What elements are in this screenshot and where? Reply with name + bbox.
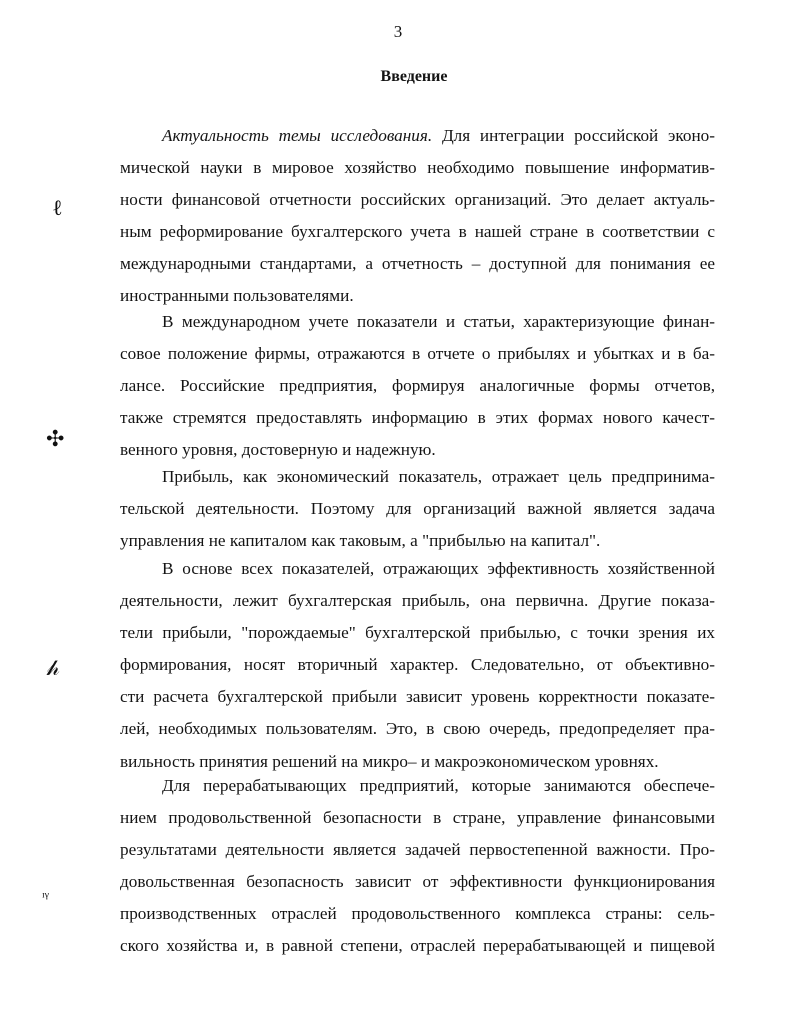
text-line: ным реформирование бухгалтерского учета в нашей стране в соответствии с xyxy=(120,222,715,242)
paragraph-relevance xyxy=(120,120,715,313)
paragraph-profit xyxy=(120,461,715,557)
text-line: довольственная безопасность зависит от эффективности функционирования xyxy=(120,872,715,892)
text-line: формирования, носят вторичный характер. Следовательно, от объективно- xyxy=(120,655,715,675)
text-line: совое положение фирмы, отражаются в отчете о прибылях и убытках и в ба- xyxy=(120,344,715,364)
margin-mark-4: ᶦᵞ xyxy=(42,889,49,906)
text-line: Для перерабатывающих предприятий, которые занимаются обеспече- xyxy=(162,776,715,795)
text-line: ского хозяйства и, в равной степени, отраслей перерабатывающей и пищевой xyxy=(120,936,715,956)
text-line: лансе. Российские предприятия, формируя аналогичные формы отчетов, xyxy=(120,376,715,396)
text-line: производственных отраслей продовольственного комплекса страны: сель- xyxy=(120,904,715,924)
paragraph-accounting-profit xyxy=(120,553,715,778)
text-line: сти расчета бухгалтерской прибыли зависит уровень корректности показате- xyxy=(120,687,715,707)
text-line: В основе всех показателей, отражающих эффективность хозяйственной xyxy=(162,559,715,578)
text-line: лей, необходимых пользователям. Это, в свою очередь, предопределяет пра- xyxy=(120,719,715,739)
text-line: результатами деятельности является задачей первостепенной важности. Про- xyxy=(120,840,715,860)
text-line: деятельности, лежит бухгалтерская прибыль, она первична. Другие показа- xyxy=(120,591,715,611)
page-number: 3 xyxy=(393,22,403,41)
text-line: нием продовольственной безопасности в стране, управление финансовыми xyxy=(120,808,715,828)
text-line: Прибыль, как экономический показатель, отражает цель предпринима- xyxy=(162,467,715,486)
text-line: Актуальность темы исследования. Для интеграции российской эконо- xyxy=(162,126,715,145)
section-heading: Введение xyxy=(380,68,448,85)
paragraph-international-accounting xyxy=(120,306,715,466)
text-line: управления не капиталом как таковым, а "прибылью на капитал". xyxy=(120,531,601,551)
margin-mark-2: ✣ xyxy=(46,426,65,451)
text-line: тельской деятельности. Поэтому для организаций важной является задача xyxy=(120,499,715,519)
text-line: тели прибыли, "порождаемые" бухгалтерской прибылью, с точки зрения их xyxy=(120,623,715,643)
paragraph-processing-enterprises xyxy=(120,770,715,963)
text-line: международными стандартами, а отчетность – доступной для понимания ее xyxy=(120,254,715,274)
text-line: мической науки в мировое хозяйство необходимо повышение информатив- xyxy=(120,158,715,178)
text-line: также стремятся предоставлять информацию в этих формах нового качест- xyxy=(120,408,715,428)
text-line: В международном учете показатели и статьи, характеризующие финан- xyxy=(162,312,715,331)
text-line: иностранными пользователями. xyxy=(120,286,354,306)
margin-mark-3: 𝒽 xyxy=(47,655,60,680)
margin-mark-1: ℓ xyxy=(52,195,63,220)
text-line: вильность принятия решений на микро– и макроэкономическом уровнях. xyxy=(120,751,659,771)
relevance-lead: Актуальность темы исследования. xyxy=(162,126,433,145)
text-line: венного уровня, достоверную и надежную. xyxy=(120,440,436,460)
text-line: ности финансовой отчетности российских организаций. Это делает актуаль- xyxy=(120,190,715,210)
